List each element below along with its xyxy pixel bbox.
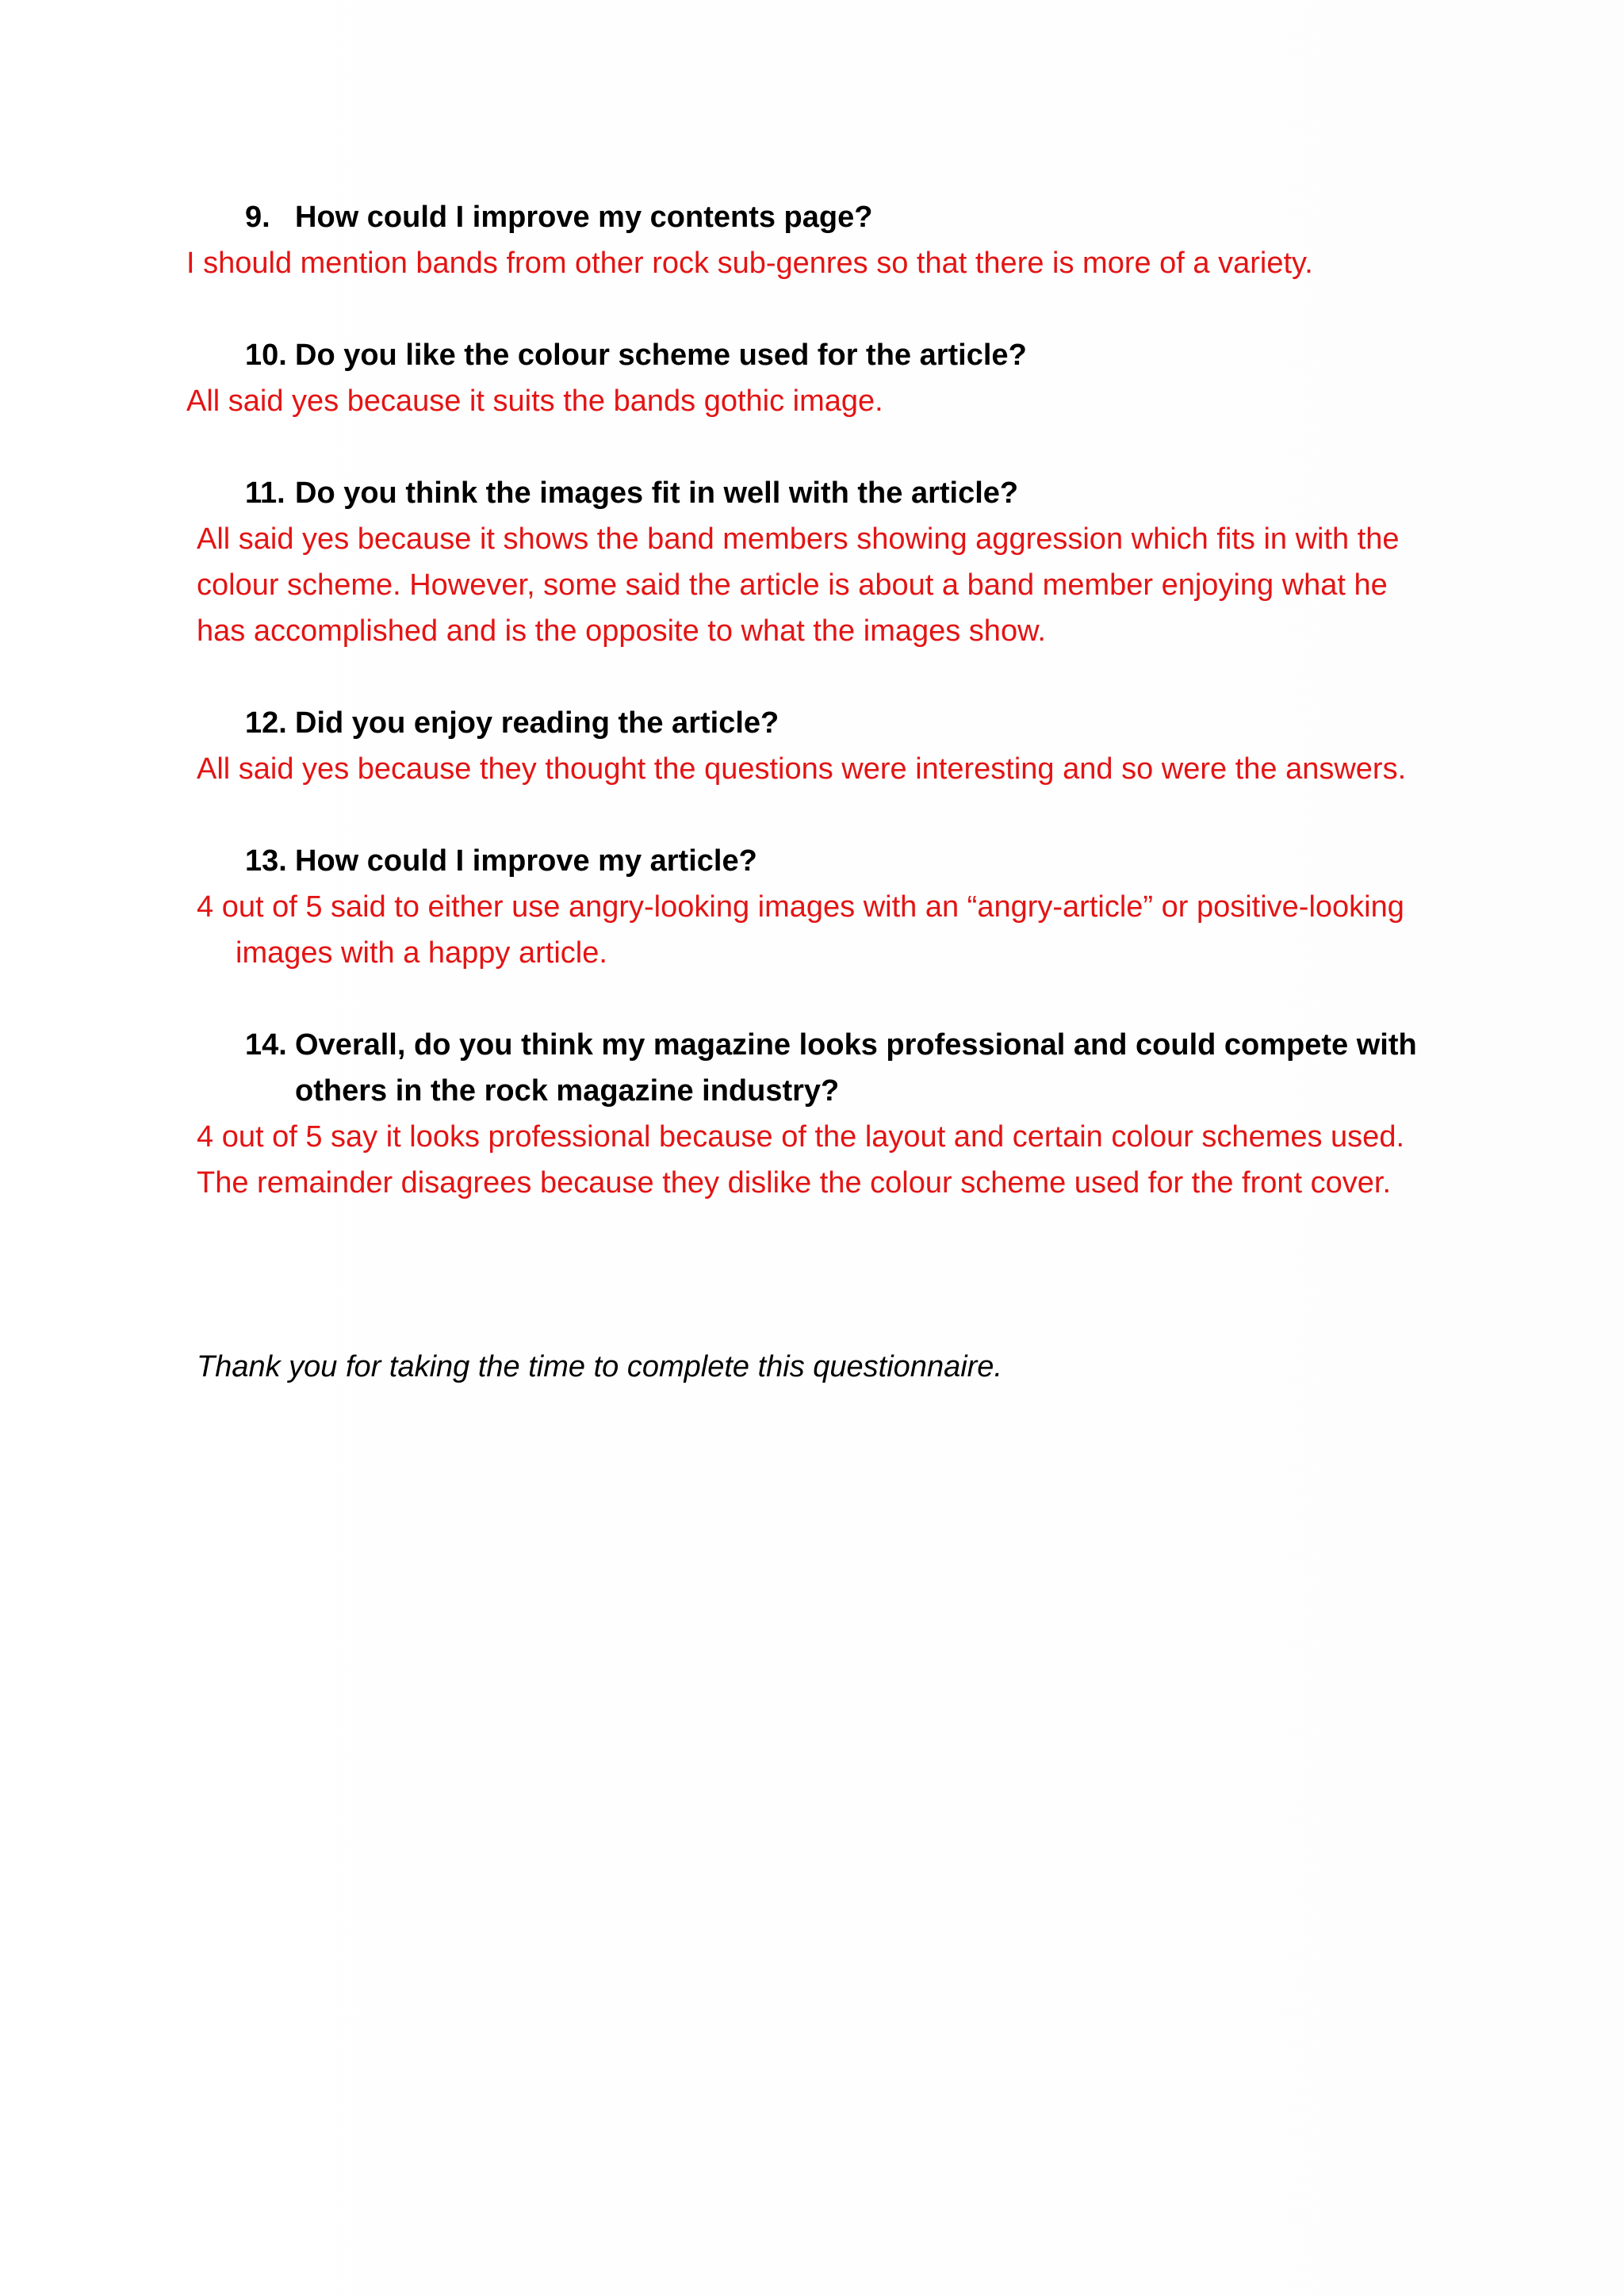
answer-12: All said yes because they thought the questions were interesting and so were the answers. [197,752,1407,786]
question-10 [245,332,1434,378]
question-12 [245,700,1434,746]
question-text: How could I improve my contents page? [295,201,873,234]
answer-11-line-1: All said yes because it shows the band members showing aggression which fits in with the [197,522,1400,556]
question-text: Did you enjoy reading the article? [295,706,779,740]
question-text: Do you like the colour scheme used for the article? [295,339,1027,372]
question-text: Overall, do you think my magazine looks professional and could compete with [295,1028,1417,1062]
closing-note: Thank you for taking the time to complete this questionnaire. [197,1350,1002,1383]
answer-14-line-2: The remainder disagrees because they dislike the colour scheme used for the front cover. [197,1166,1392,1200]
question-9 [245,194,1434,240]
answer-9: I should mention bands from other rock sub-genres so that there is more of a variety. [186,247,1313,280]
answer-11-line-2: colour scheme. However, some said the article is about a band member enjoying what he [197,568,1388,602]
question-number: 11. [245,476,285,510]
question-11 [245,470,1434,516]
question-number: 14. [245,1028,287,1062]
answer-10: All said yes because it suits the bands gothic image. [186,385,883,418]
question-14-continuation: others in the rock magazine industry? [295,1074,840,1108]
question-14 [245,1022,1434,1068]
question-number: 13. [245,844,287,878]
question-text: How could I improve my article? [295,844,757,878]
answer-11-line-3: has accomplished and is the opposite to what the images show. [197,614,1046,648]
question-number: 10. [245,339,287,372]
question-13 [245,838,1434,884]
question-number: 12. [245,706,287,740]
question-number: 9. [245,201,270,234]
answer-14-line-1: 4 out of 5 say it looks professional because of the layout and certain colour schemes used. [197,1120,1405,1154]
answer-13-line-2: images with a happy article. [236,936,607,970]
answer-13-line-1: 4 out of 5 said to either use angry-looking images with an “angry-article” or positive-looking [197,890,1404,924]
question-text: Do you think the images fit in well with the article? [295,476,1019,510]
